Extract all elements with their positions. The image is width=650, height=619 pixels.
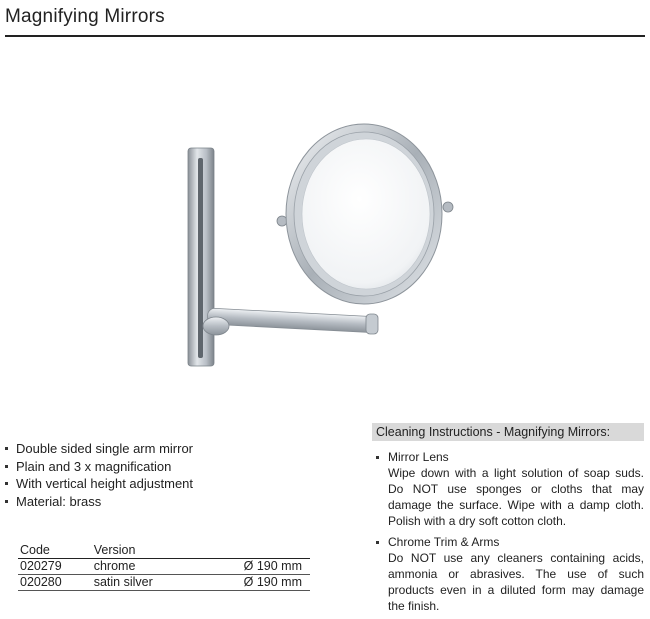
table-row bbox=[18, 575, 310, 591]
arm-joint bbox=[203, 317, 229, 335]
feature-item: Plain and 3 x magnification bbox=[4, 458, 193, 476]
table-row bbox=[18, 559, 310, 575]
cleaning-item-title: Mirror Lens bbox=[388, 450, 449, 464]
post-slot bbox=[198, 158, 203, 358]
cleaning-header: Cleaning Instructions - Magnifying Mirrors: bbox=[372, 423, 644, 441]
cell-version: chrome bbox=[92, 559, 195, 575]
pivot-right bbox=[443, 202, 453, 212]
cleaning-item-body: Do NOT use any cleaners containing acids, ammonia or abrasives. The use of such products even in a diluted form may damage the finish. bbox=[388, 551, 644, 613]
column-header-version: Version bbox=[92, 543, 195, 559]
arm-end-cap bbox=[366, 314, 378, 334]
product-codes-table bbox=[18, 543, 310, 591]
cell-size: Ø 190 mm bbox=[195, 575, 310, 591]
column-header-code: Code bbox=[18, 543, 92, 559]
cleaning-item-body: Wipe down with a light solution of soap suds. Do NOT use sponges or cloths that may damage the surface. Wipe with a damp cloth. Polish with a dry soft cotton cloth. bbox=[388, 466, 644, 528]
title-divider bbox=[5, 35, 645, 37]
page-title: Magnifying Mirrors bbox=[5, 6, 165, 27]
column-header-size bbox=[195, 543, 310, 559]
table-header-row bbox=[18, 543, 310, 559]
feature-list bbox=[4, 440, 193, 510]
magnifying-mirror-illustration bbox=[170, 110, 470, 380]
cell-code: 020279 bbox=[18, 559, 92, 575]
mirror-glass bbox=[302, 139, 430, 289]
cleaning-instructions bbox=[372, 423, 644, 619]
cleaning-item bbox=[372, 534, 644, 614]
mirror-arm bbox=[207, 308, 378, 333]
cell-version: satin silver bbox=[92, 575, 195, 591]
pivot-left bbox=[277, 216, 287, 226]
cell-code: 020280 bbox=[18, 575, 92, 591]
cell-size: Ø 190 mm bbox=[195, 559, 310, 575]
cleaning-item bbox=[372, 449, 644, 529]
feature-item: With vertical height adjustment bbox=[4, 475, 193, 493]
feature-item: Material: brass bbox=[4, 493, 193, 511]
feature-item: Double sided single arm mirror bbox=[4, 440, 193, 458]
cleaning-item-title: Chrome Trim & Arms bbox=[388, 535, 500, 549]
